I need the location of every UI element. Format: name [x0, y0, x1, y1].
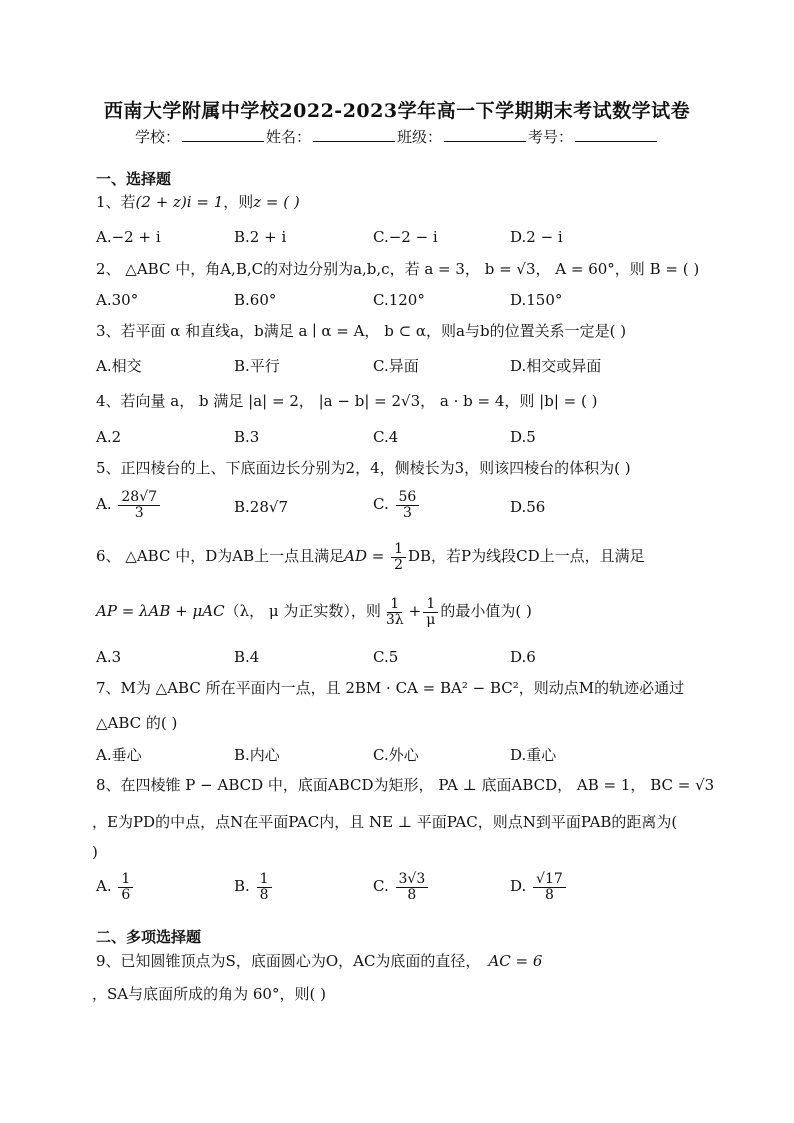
q6-line2-text-b: （λ， μ 为正实数），则 — [224, 602, 381, 621]
q1-option-d-letter: D. — [510, 228, 527, 246]
question-8-line-1: 8、在四棱锥 P − ABCD 中，底面ABCD为矩形， PA ⊥ 底面ABCD， AB = 1， BC = √3 — [96, 776, 715, 794]
q8-option-d-letter: D. — [510, 877, 527, 896]
q2-option-b: B.60° — [234, 291, 277, 309]
q5-c-denominator: 3 — [402, 504, 412, 521]
number-label: 考号： — [528, 128, 574, 146]
q6-half-num: 1 — [391, 542, 406, 558]
q1-option-b — [234, 228, 286, 246]
q6-option-b: B.4 — [234, 648, 260, 666]
q6-plus: + — [408, 602, 422, 621]
q6-option-d: D.6 — [510, 648, 536, 666]
q2-option-c: C.120° — [373, 291, 425, 309]
q8-c-den: 8 — [407, 886, 417, 903]
q6-option-a: A.3 — [96, 648, 122, 666]
q8-option-b — [234, 872, 274, 902]
q6-line2-text-c: 的最小值为( ) — [440, 602, 532, 621]
q1-option-a-letter: A. — [96, 228, 112, 246]
q1-option-d — [510, 228, 563, 246]
q6-vector-ap: AP = λAB + μAC — [96, 602, 225, 621]
q4-option-b: B.3 — [234, 428, 260, 446]
section-heading-choice: 一、选择题 — [96, 170, 172, 188]
q5-option-b-value: 28√7 — [249, 498, 288, 516]
question-8-line-3: ) — [92, 843, 98, 861]
q7-option-d: D.重心 — [510, 746, 557, 764]
name-label: 姓名： — [265, 128, 311, 146]
school-label: 学校： — [134, 128, 180, 146]
q5-option-c — [373, 490, 421, 520]
q5-a-denominator: 3 — [134, 504, 144, 521]
class-label: 班级： — [397, 128, 443, 146]
q6-frac1-num: 1 — [387, 597, 402, 613]
q9-ac-value: AC = 6 — [488, 952, 543, 970]
q1-option-c — [373, 228, 438, 246]
q8-option-b-fraction — [257, 872, 272, 902]
q8-option-a-fraction — [118, 872, 133, 902]
q7-option-c: C.外心 — [373, 746, 419, 764]
q8-option-a — [96, 872, 135, 902]
q8-option-a-letter: A. — [96, 877, 112, 896]
q6-half-fraction — [391, 542, 406, 572]
q4-option-d: D.5 — [510, 428, 536, 446]
q6-line1-text-a: 6、 △ABC 中，D为AB上一点且满足 — [96, 547, 345, 566]
q6-vector-ad: AD = — [344, 547, 390, 566]
question-4: 4、若向量 a， b 满足 |a| = 2， |a − b| = 2√3， a · b = 4，则 |b| = ( ) — [96, 392, 598, 410]
q2-option-a: A.30° — [96, 291, 139, 309]
q1-stem-b: (2 + z)i = 1 — [135, 193, 224, 211]
q7-option-b: B.内心 — [234, 746, 280, 764]
q1-option-c-letter: C. — [373, 228, 389, 246]
question-1 — [96, 191, 300, 212]
q5-option-b — [234, 498, 288, 516]
q5-option-c-letter: C. — [373, 495, 389, 514]
q5-a-numerator: 28√7 — [118, 490, 160, 506]
q8-option-c-letter: C. — [373, 877, 389, 896]
q8-option-b-letter: B. — [234, 877, 250, 896]
class-blank — [444, 127, 526, 142]
q7-option-a: A.垂心 — [96, 746, 142, 764]
q6-frac1-den: 3λ — [385, 611, 404, 628]
q5-option-b-letter: B. — [234, 498, 250, 516]
q5-option-a — [96, 490, 162, 520]
q8-option-d-fraction — [533, 872, 566, 902]
question-6-line-2 — [96, 597, 532, 627]
q5-option-d: D.56 — [510, 498, 546, 516]
q1-option-b-value: 2 + i — [249, 228, 287, 246]
q6-frac2-num: 1 — [423, 597, 438, 613]
q8-b-num: 1 — [257, 872, 272, 888]
q8-option-c — [373, 872, 430, 902]
q5-option-a-fraction — [118, 490, 160, 520]
student-info-line — [0, 126, 794, 147]
q4-option-a: A.2 — [96, 428, 122, 446]
question-7-line-2: △ABC 的( ) — [96, 714, 178, 732]
q3-option-b: B.平行 — [234, 357, 280, 375]
q1-option-d-value: 2 − i — [526, 228, 563, 246]
q3-option-a: A.相交 — [96, 357, 142, 375]
question-6-line-1 — [96, 542, 645, 572]
q1-stem-d: z = ( ) — [253, 193, 300, 211]
question-9-line-1 — [96, 950, 542, 971]
q5-option-a-letter: A. — [96, 495, 112, 514]
question-2: 2、 △ABC 中，角A,B,C的对边分别为a,b,c，若 a = 3， b = √3， A = 60°，则 B = ( ) — [96, 260, 700, 278]
q1-stem-a: 1、若 — [96, 193, 136, 211]
q3-option-d: D.相交或异面 — [510, 357, 602, 375]
name-blank — [313, 127, 395, 142]
q8-d-num: √17 — [533, 872, 566, 888]
question-9-line-2: ，SA与底面所成的角为 60°，则( ) — [92, 985, 326, 1003]
q5-option-c-fraction — [396, 490, 420, 520]
q2-option-d: D.150° — [510, 291, 563, 309]
q6-frac2-den: μ — [426, 611, 436, 628]
question-3: 3、若平面 α 和直线a，b满足 a ∣ α = A， b ⊂ α，则a与b的位置关系一定是( ) — [96, 322, 627, 340]
number-blank — [575, 127, 657, 142]
q8-option-c-fraction — [396, 872, 429, 902]
q8-c-num: 3√3 — [396, 872, 429, 888]
exam-title: 西南大学附属中学校2022-2023学年高一下学期期末考试数学试卷 — [103, 100, 691, 122]
q8-b-den: 8 — [259, 886, 269, 903]
q5-c-numerator: 56 — [396, 490, 420, 506]
section-heading-multi-choice: 二、多项选择题 — [96, 928, 202, 946]
q1-option-c-value: −2 − i — [388, 228, 438, 246]
q6-fraction-1 — [383, 597, 407, 627]
question-7-line-1: 7、M为 △ABC 所在平面内一点，且 2BM · CA = BA² − BC²，则动点M的轨迹必通过 — [96, 679, 685, 697]
q8-a-num: 1 — [118, 872, 133, 888]
q9-line1-text: 9、已知圆锥顶点为S，底面圆心为O，AC为底面的直径， — [96, 952, 481, 970]
question-5: 5、正四棱台的上、下底面边长分别为2，4，侧棱长为3，则该四棱台的体积为( ) — [96, 459, 631, 477]
q6-half-den: 2 — [394, 556, 403, 573]
q6-line1-text-c: DB，若P为线段CD上一点，且满足 — [408, 547, 645, 566]
q8-a-den: 6 — [121, 886, 131, 903]
q4-option-c: C.4 — [373, 428, 399, 446]
q6-fraction-2 — [423, 597, 438, 627]
q1-stem-c: ，则 — [223, 193, 254, 211]
q8-d-den: 8 — [544, 886, 554, 903]
q6-option-c: C.5 — [373, 648, 399, 666]
q1-option-a — [96, 228, 161, 246]
q8-option-d — [510, 872, 568, 902]
q1-option-b-letter: B. — [234, 228, 250, 246]
q3-option-c: C.异面 — [373, 357, 419, 375]
question-8-line-2: ，E为PD的中点，点N在平面PAC内，且 NE ⊥ 平面PAC，则点N到平面PAB的距离为( — [92, 813, 678, 831]
school-blank — [182, 127, 264, 142]
q1-option-a-value: −2 + i — [111, 228, 161, 246]
